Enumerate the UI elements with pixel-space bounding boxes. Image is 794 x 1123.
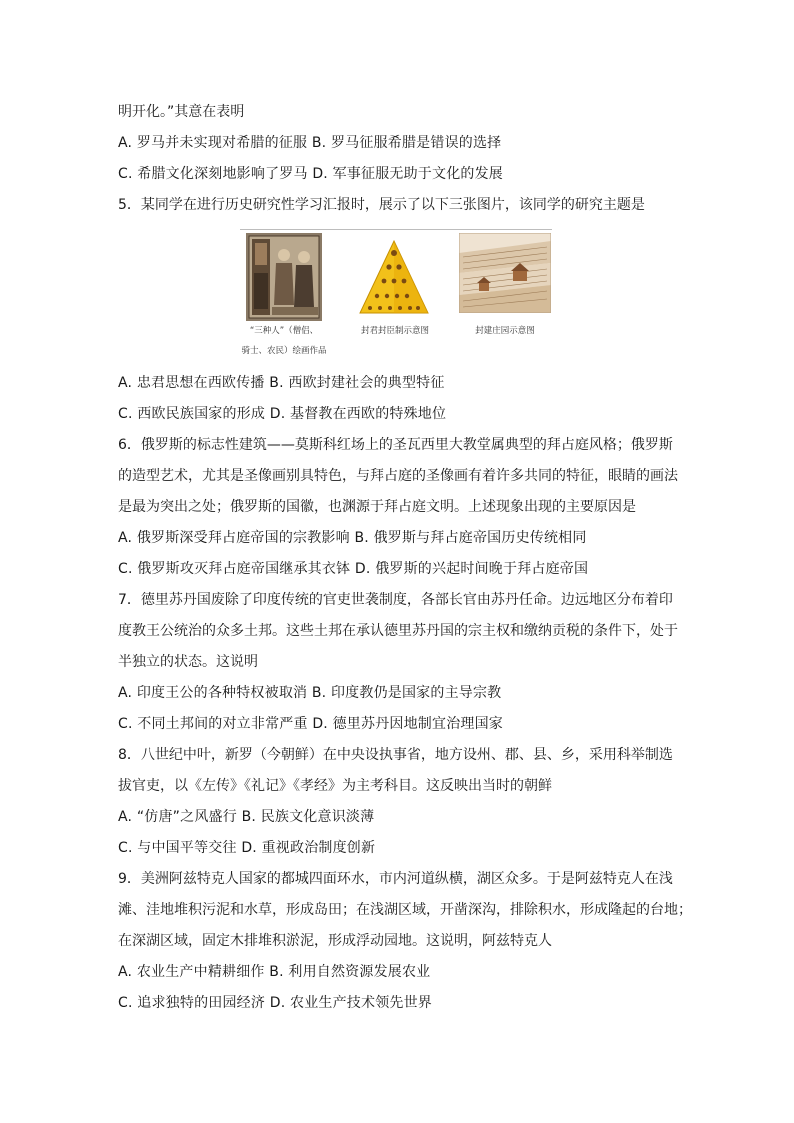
question-6-stem-line1: 6．俄罗斯的标志性建筑——莫斯科红场上的圣瓦西里大教堂属典型的拜占庭风格；俄罗斯 [118,437,673,453]
question-7-options-ab: A. 印度王公的各种特权被取消 B. 印度教仍是国家的主导宗教 [118,685,502,701]
question-9-stem-line1: 9．美洲阿兹特克人国家的都城四面环水，市内河道纵横，湖区众多。于是阿兹特克人在浅 [118,871,673,887]
question-4-stem-end: 明开化。”其意在表明 [118,104,245,120]
question-6-stem-line3: 是最为突出之处；俄罗斯的国徽，也渊源于拜占庭文明。上述现象出现的主要原因是 [118,499,636,515]
question-7-stem-line2: 度教王公统治的众多土邦。这些土邦在承认德里苏丹国的宗主权和缴纳贡税的条件下，处于 [118,623,678,639]
feudal-manor-illustration [459,233,551,313]
question-9-stem-line2: 滩、洼地堆积污泥和水草，形成岛田；在浅湖区域，开凿深沟，排除积水，形成隆起的台地； [118,902,692,918]
question-7-options-cd: C. 不同土邦间的对立非常严重 D. 德里苏丹因地制宜治理国家 [118,716,504,732]
question-6-options-ab: A. 俄罗斯深受拜占庭帝国的宗教影响 B. 俄罗斯与拜占庭帝国历史传统相同 [118,530,587,546]
question-6-stem-line2: 的造型艺术，尤其是圣像画别具特色，与拜占庭的圣像画有着许多共同的特征，眼睛的画法 [118,468,678,484]
question-9-options-ab: A. 农业生产中精耕细作 B. 利用自然资源发展农业 [118,964,431,980]
question-9-options-cd: C. 追求独特的田园经济 D. 农业生产技术领先世界 [118,995,433,1011]
three-estates-painting-image [246,233,322,321]
question-8-options-ab: A. “仿唐”之风盛行 B. 民族文化意识淡薄 [118,809,375,825]
question-9-stem-line3: 在深湖区域，固定木排堆积淤泥，形成浮动园地。这说明，阿兹特克人 [118,933,552,949]
question-7-stem-line3: 半独立的状态。这说明 [118,654,258,670]
question-5-stem: 5．某同学在进行历史研究性学习汇报时，展示了以下三张图片，该同学的研究主题是 [118,197,645,213]
figure-3-caption: 封建庄园示意图 [475,326,535,336]
question-5-figures [240,229,554,359]
question-7-stem-line1: 7．德里苏丹国废除了印度传统的官吏世袭制度，各部长官由苏丹任命。边远地区分布着印 [118,592,673,608]
question-6-options-cd: C. 俄罗斯攻灭拜占庭帝国继承其衣钵 D. 俄罗斯的兴起时间晚于拜占庭帝国 [118,561,589,577]
question-4-options-ab: A. 罗马并未实现对希腊的征服 B. 罗马征服希腊是错误的选择 [118,135,502,151]
question-5-options-ab: A. 忠君思想在西欧传播 B. 西欧封建社会的典型特征 [118,375,445,391]
figure-1-caption-line2: 骑士、农民）绘画作品 [241,346,327,356]
figure-1-caption-line1: “三种人”（僧侣、 [249,326,319,336]
figure-2-caption: 封君封臣制示意图 [360,326,429,336]
question-8-stem-line2: 拔官吏，以《左传》《礼记》《孝经》为主考科目。这反映出当时的朝鲜 [118,778,552,794]
feudal-pyramid-diagram [358,239,430,315]
question-8-options-cd: C. 与中国平等交往 D. 重视政治制度创新 [118,840,376,856]
question-8-stem-line1: 8．八世纪中叶，新罗（今朝鲜）在中央设执事省，地方设州、郡、县、乡，采用科举制选 [118,747,673,763]
question-5-options-cd: C. 西欧民族国家的形成 D. 基督教在西欧的特殊地位 [118,406,447,422]
question-4-options-cd: C. 希腊文化深刻地影响了罗马 D. 军事征服无助于文化的发展 [118,166,504,182]
